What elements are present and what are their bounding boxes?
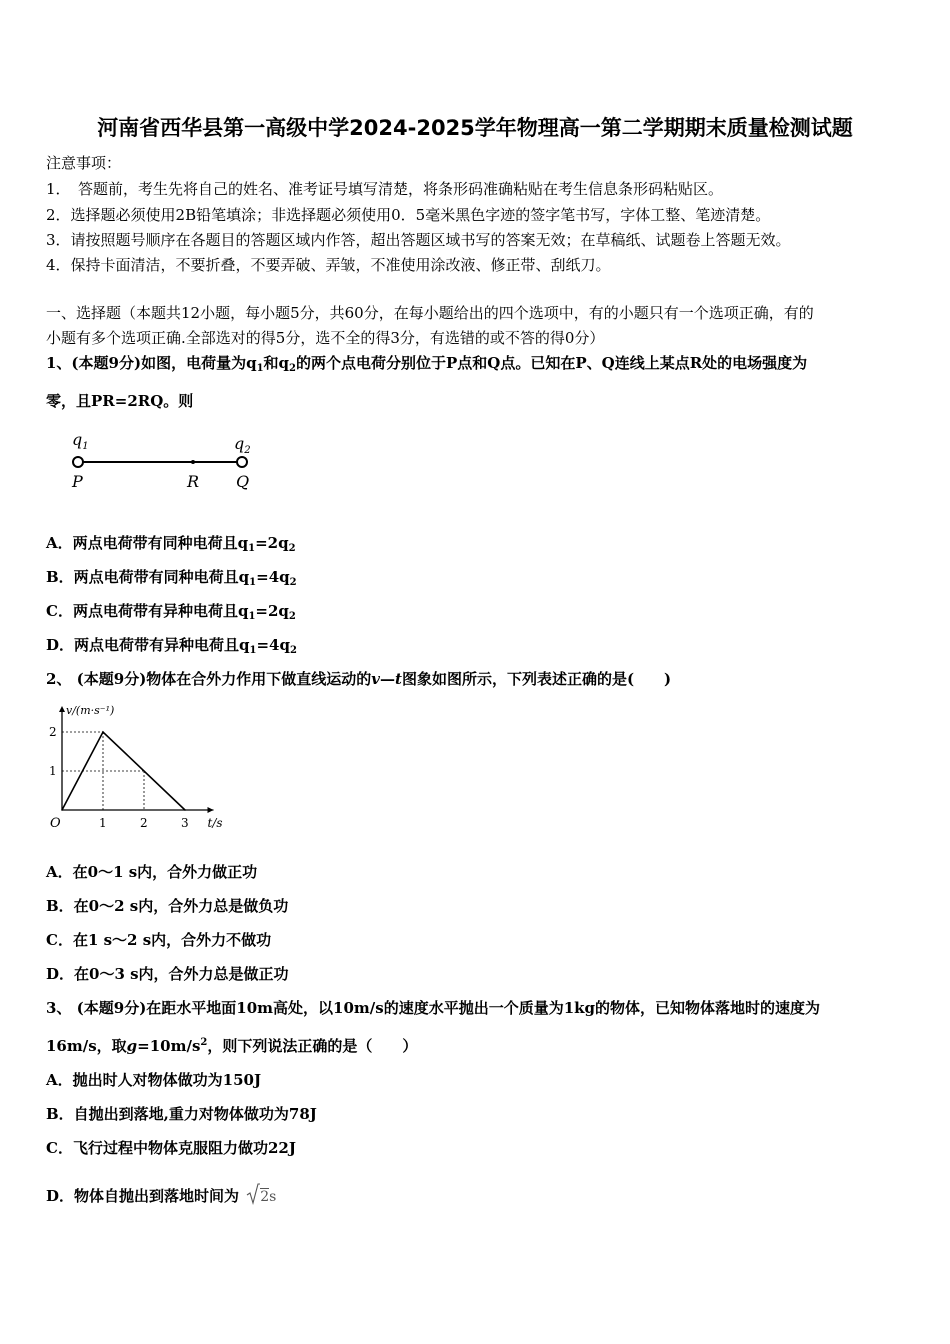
question-1-figure (60, 425, 270, 497)
sqrt-symbol (246, 1183, 260, 1205)
q3-option-c: C．飞行过程中物体克服阻力做功22J (46, 1139, 296, 1157)
q2-option-d: D．在0～3 s内，合外力总是做正功 (46, 965, 289, 983)
notice-item-4: 4．保持卡面清洁，不要折叠，不要弄破、弄皱，不准使用涂改液、修正带、刮纸刀。 (46, 256, 611, 274)
notice-item-2: 2．选择题必须使用2B铅笔填涂；非选择题必须使用0．5毫米黑色字迹的签字笔书写，字体工整、笔迹清楚。 (46, 206, 771, 224)
question-2-vt-chart (44, 700, 224, 835)
q1-option-b: B．两点电荷带有同种电荷且$q_1=4q_2$ (46, 568, 297, 588)
q1-option-a: A．两点电荷带有同种电荷且$q_1=2q_2$ (46, 534, 296, 554)
point-q-charge (237, 457, 247, 467)
velocity-point (184, 809, 186, 811)
origin-label: O (50, 816, 61, 831)
q1-charge-label: $q_1$ (72, 430, 89, 452)
time-unit: s (269, 1189, 277, 1205)
q2-charge-label: $q_2$ (234, 434, 251, 456)
y-tick-label: 1 (49, 764, 57, 778)
page-title: 河南省西华县第一高级中学2024-2025学年物理高一第二学期期末质量检测试题 (97, 116, 853, 140)
q1-option-c: C．两点电荷带有异种电荷且$q_1=2q_2$ (46, 602, 296, 622)
sqrt-radicand: 2 (260, 1189, 270, 1205)
section-instructions-line1: 一、选择题（本题共12小题，每小题5分，共60分，在每小题给出的四个选项中，有的小题只有一个选项正确，有的 (46, 304, 814, 322)
x-tick-label: 2 (140, 816, 148, 830)
q3-option-d: D．物体自抛出到落地时间为 2s (46, 1183, 276, 1206)
q3-option-a: A．抛出时人对物体做功为150J (46, 1071, 262, 1089)
q2-option-a: A．在0～1 s内，合外力做正功 (46, 863, 258, 881)
y-axis-arrow (59, 706, 65, 712)
question-3-stem-line2: 16m/s，取$g=10m/s^2$，则下列说法正确的是（ ） (46, 1037, 418, 1055)
x-axis-label: t/s (207, 816, 223, 830)
section-instructions-line2: 小题有多个选项正确.全部选对的得5分，选不全的得3分，有选错的或不答的得0分） (46, 329, 605, 347)
p-label: P (72, 472, 83, 491)
point-r (191, 460, 195, 464)
q-label: Q (236, 472, 250, 491)
point-p-charge (73, 457, 83, 467)
x-tick-label: 3 (181, 816, 189, 830)
q3-option-b: B．自抛出到落地,重力对物体做功为78J (46, 1105, 317, 1123)
question-1-stem-line2: 零，且PR=2RQ。则 (46, 392, 194, 410)
question-1-stem: 1、(本题9分)如图，电荷量为$q_1$和$q_2$的两个点电荷分别位于P点和Q点。已知在P、Q连线上某点R处的电场强度为 (46, 354, 808, 374)
velocity-point (102, 731, 104, 733)
question-3-stem: 3、 (本题9分)在距水平地面10m高处，以10m/s的速度水平抛出一个质量为1kg的物体，已知物体落地时的速度为 (46, 999, 821, 1017)
notice-item-1: 1． 答题前，考生先将自己的姓名、准考证号填写清楚，将条形码准确粘贴在考生信息条形码粘贴区。 (46, 180, 724, 198)
q2-option-c: C．在1 s～2 s内，合外力不做功 (46, 931, 272, 949)
q2-option-b: B．在0～2 s内，合外力总是做负功 (46, 897, 289, 915)
r-label: R (187, 472, 200, 491)
velocity-point (61, 809, 63, 811)
x-tick-label: 1 (99, 816, 107, 830)
question-2-stem: 2、 (本题9分)物体在合外力作用下做直线运动的v—t图象如图所示，下列表述正确的是( ) (46, 670, 672, 688)
y-axis-label: v/(m·s⁻¹) (66, 704, 115, 717)
notice-item-3: 3．请按照题号顺序在各题目的答题区域内作答，超出答题区域书写的答案无效；在草稿纸、试题卷上答题无效。 (46, 231, 791, 249)
y-tick-label: 2 (49, 725, 57, 739)
q1-option-d: D．两点电荷带有异种电荷且$q_1=4q_2$ (46, 636, 297, 656)
notice-heading: 注意事项： (46, 154, 122, 172)
x-axis-arrow (208, 807, 214, 813)
